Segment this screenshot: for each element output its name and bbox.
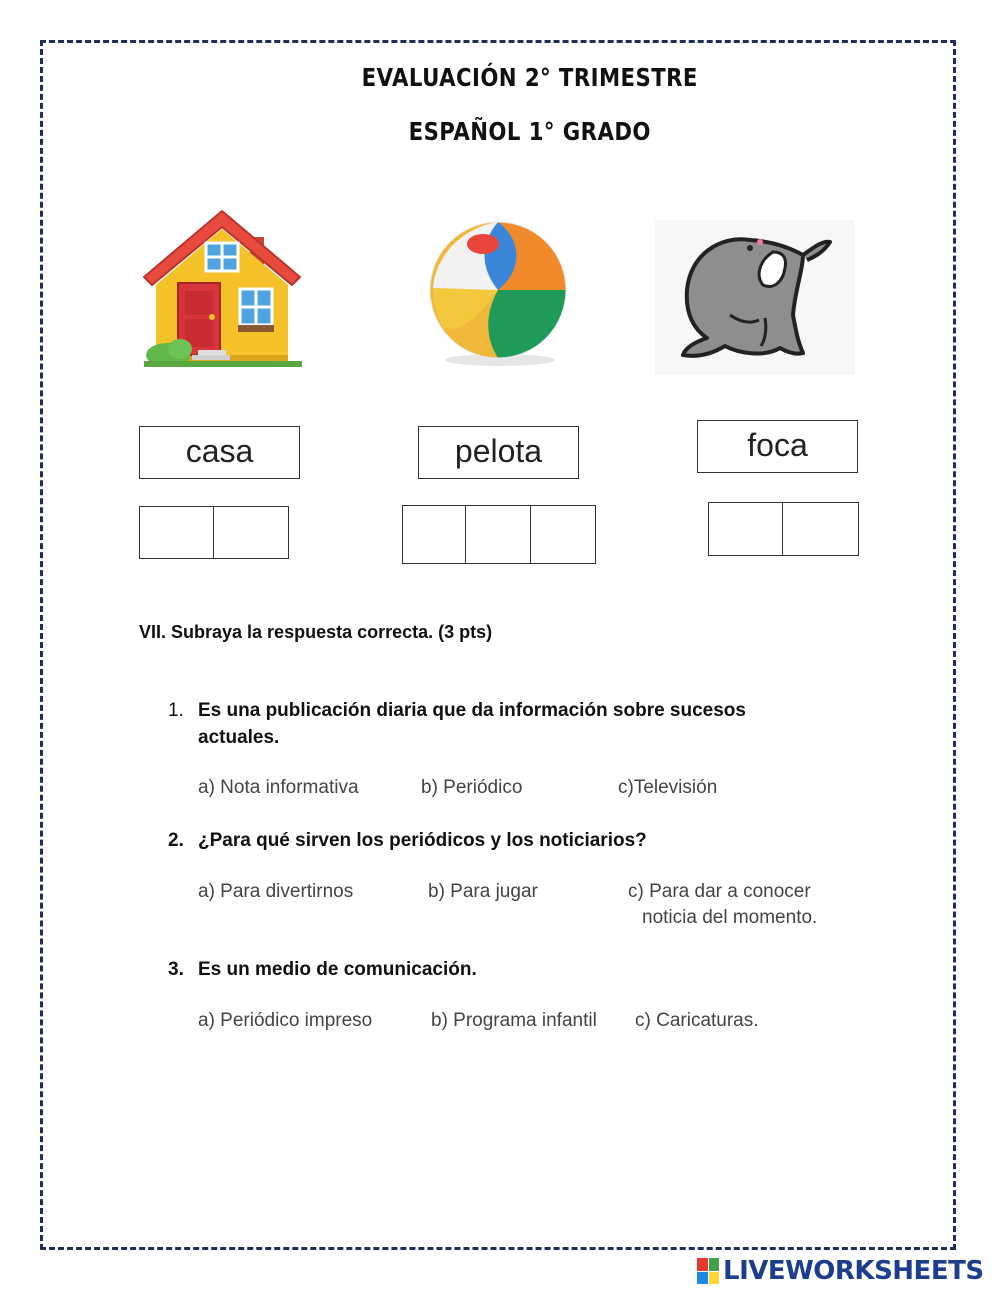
syllable-cells-casa: [139, 506, 289, 559]
logo-text: LIVEWORKSHEETS: [723, 1256, 984, 1286]
answer-option[interactable]: b) Programa infantil: [431, 1010, 597, 1031]
answer-option[interactable]: c) Para dar a conocer: [628, 881, 811, 902]
worksheet-subtitle: ESPAÑOL 1° GRADO: [408, 117, 651, 146]
logo-mark-icon: [697, 1258, 719, 1284]
answer-option-continuation[interactable]: noticia del momento.: [642, 907, 818, 928]
question-text: Es un medio de comunicación.: [198, 959, 477, 980]
syllable-input[interactable]: [403, 506, 466, 563]
syllable-input[interactable]: [466, 506, 530, 563]
syllable-input[interactable]: [140, 507, 214, 558]
syllable-cells-pelota: [402, 505, 596, 564]
logo-square: [709, 1258, 720, 1271]
syllable-input[interactable]: [214, 507, 288, 558]
syllable-input[interactable]: [709, 503, 783, 555]
worksheet-title: EVALUACIÓN 2° TRIMESTRE: [361, 63, 698, 92]
syllable-cells-foca: [708, 502, 859, 556]
word-box-pelota: pelota: [418, 426, 579, 479]
answer-option[interactable]: c)Televisión: [618, 777, 718, 798]
answer-option[interactable]: a) Nota informativa: [198, 777, 359, 798]
question-text: actuales.: [198, 727, 280, 748]
question-number: 2.: [168, 830, 184, 851]
question-number: 3.: [168, 959, 184, 980]
answer-option[interactable]: b) Periódico: [421, 777, 523, 798]
house-icon: [140, 205, 305, 370]
question-text: ¿Para qué sirven los periódicos y los noticiarios?: [198, 830, 647, 851]
logo-square: [709, 1272, 720, 1285]
answer-option[interactable]: b) Para jugar: [428, 881, 538, 902]
answer-option[interactable]: a) Para divertirnos: [198, 881, 354, 902]
liveworksheets-logo[interactable]: [697, 1255, 984, 1287]
question-number: 1.: [168, 700, 184, 721]
logo-square: [697, 1258, 708, 1271]
syllable-input[interactable]: [531, 506, 595, 563]
syllable-input[interactable]: [783, 503, 858, 555]
word-box-casa: casa: [139, 426, 300, 479]
logo-square: [697, 1272, 708, 1285]
word-box-foca: foca: [697, 420, 858, 473]
answer-option[interactable]: a) Periódico impreso: [198, 1010, 373, 1031]
question-text: Es una publicación diaria que da información sobre sucesos: [198, 700, 746, 721]
beach-ball-icon: [425, 218, 575, 368]
answer-option[interactable]: c) Caricaturas.: [635, 1010, 759, 1031]
section-heading: VII. Subraya la respuesta correcta. (3 pts): [139, 622, 493, 642]
seal-icon: [655, 220, 855, 375]
